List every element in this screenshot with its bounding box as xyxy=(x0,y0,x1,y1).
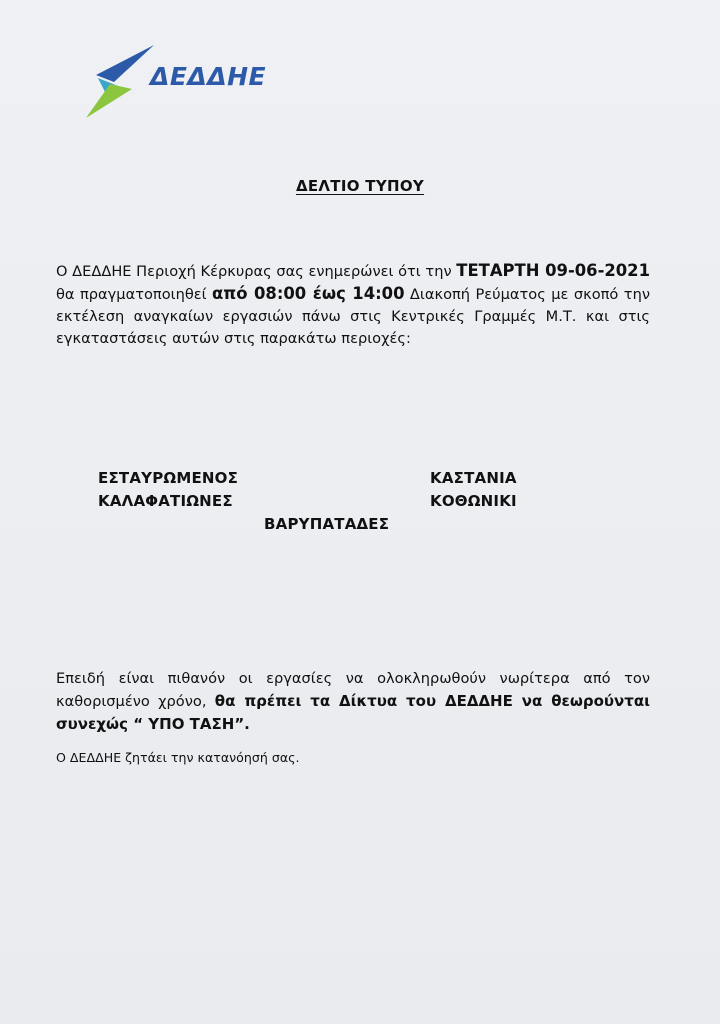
note-bold-text: θα πρέπει τα Δίκτυα του ΔΕΔΔΗΕ να θεωρούνται συνεχώς “ ΥΠΟ ΤΑΣΗ”. xyxy=(56,692,651,733)
intro-text-1: Ο ΔΕΔΔΗΕ Περιοχή Κέρκυρας σας ενημερώνει ότι την xyxy=(56,263,457,280)
area-item: ΕΣΤΑΥΡΩΜΕΝΟΣ xyxy=(98,469,239,487)
area-item: ΒΑΡΥΠΑΤΑΔΕΣ xyxy=(264,515,390,533)
title-text: ΔΕΛΤΙΟ ΤΥΠΟΥ xyxy=(295,177,425,195)
intro-text-2: θα πραγματοποιηθεί xyxy=(56,286,213,303)
page-title xyxy=(0,176,720,195)
intro-date: ΤΕΤΑΡΤΗ 09-06-2021 xyxy=(456,261,650,280)
note-paragraph xyxy=(56,668,650,736)
closing-line: Ο ΔΕΔΔΗΕ ζητάει την κατανόησή σας. xyxy=(56,750,300,765)
intro-time: από 08:00 έως 14:00 xyxy=(212,284,405,303)
logo-text: ΔΕΔΔΗΕ xyxy=(150,62,267,91)
intro-text-3: Διακοπή Ρεύματος με σκοπό την εκτέλεση αναγκαίων εργασιών πάνω στις Κεντρικές Γραμμές Μ.Τ. και στις εγκαταστάσεις αυτών στις παρακάτω περιοχές: xyxy=(56,286,650,347)
area-item: ΚΟΘΩΝΙΚΙ xyxy=(430,492,517,510)
intro-paragraph xyxy=(56,260,650,350)
area-item: ΚΑΛΑΦΑΤΙΩΝΕΣ xyxy=(98,492,233,510)
company-logo xyxy=(84,42,284,122)
area-item: ΚΑΣΤΑΝΙΑ xyxy=(430,469,517,487)
note-text: Επειδή είναι πιθανόν οι εργασίες να ολοκληρωθούν νωρίτερα από τον καθορισμένο χρόνο, xyxy=(56,670,650,710)
